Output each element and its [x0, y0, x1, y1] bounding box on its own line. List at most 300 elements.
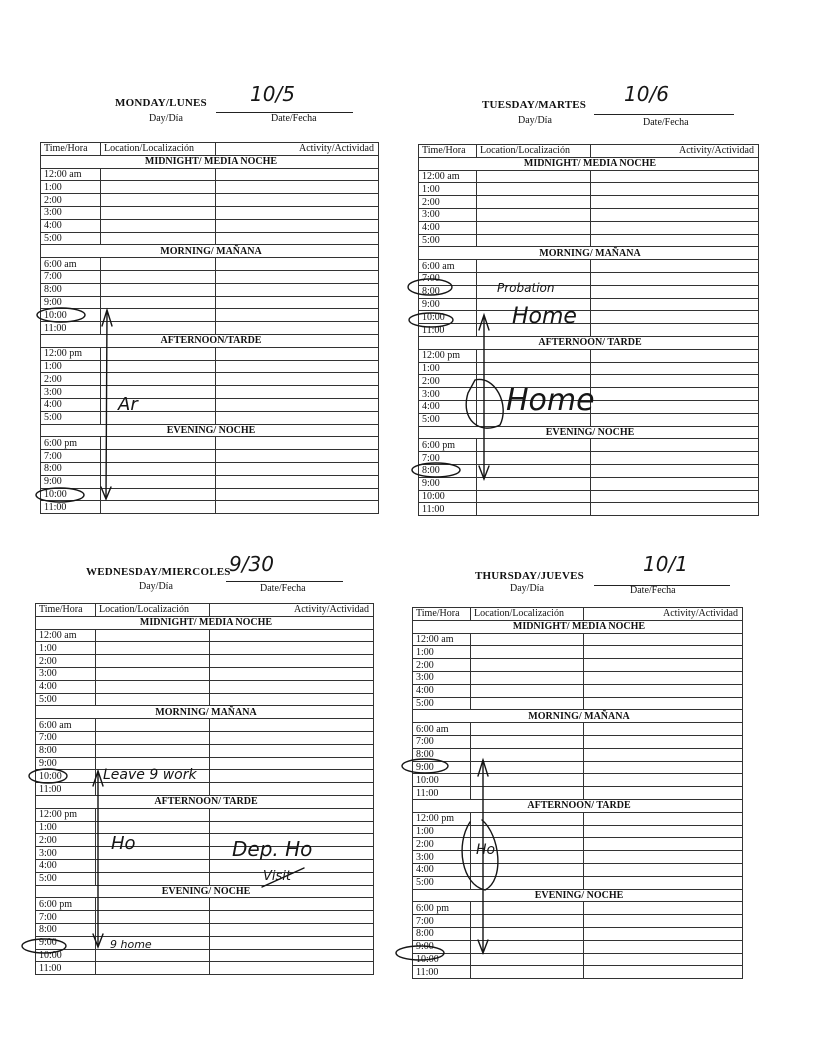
location-cell[interactable]: [96, 911, 210, 924]
location-cell[interactable]: [471, 671, 584, 684]
activity-cell[interactable]: [216, 270, 379, 283]
activity-cell[interactable]: [584, 966, 743, 979]
location-cell[interactable]: [471, 748, 584, 761]
location-cell[interactable]: [477, 439, 591, 452]
location-cell[interactable]: [101, 168, 216, 181]
activity-cell[interactable]: [210, 808, 374, 821]
handwritten-note: Ho: [111, 833, 136, 854]
location-cell[interactable]: [477, 208, 591, 221]
section-title: MIDNIGHT/ MEDIA NOCHE: [413, 620, 743, 633]
time-cell: 1:00: [36, 642, 96, 655]
location-cell[interactable]: [471, 633, 584, 646]
location-cell[interactable]: [101, 270, 216, 283]
location-cell[interactable]: [471, 915, 584, 928]
location-cell[interactable]: [101, 181, 216, 194]
column-header-location: Location/Localización: [96, 604, 210, 617]
location-cell[interactable]: [477, 260, 591, 273]
section-title: EVENING/ NOCHE: [413, 889, 743, 902]
location-cell[interactable]: [96, 962, 210, 975]
activity-cell[interactable]: [210, 744, 374, 757]
table-row: [413, 966, 743, 979]
activity-cell[interactable]: [216, 411, 379, 424]
location-cell[interactable]: [477, 183, 591, 196]
table-row: [36, 680, 374, 693]
section-title: EVENING/ NOCHE: [41, 424, 379, 437]
location-cell[interactable]: [96, 655, 210, 668]
location-cell[interactable]: [96, 693, 210, 706]
time-cell: 3:00: [413, 671, 471, 684]
activity-cell[interactable]: [591, 375, 759, 388]
table-row: [413, 723, 743, 736]
location-cell[interactable]: [101, 475, 216, 488]
activity-cell[interactable]: [216, 194, 379, 207]
section-row: [36, 795, 374, 808]
activity-cell[interactable]: [584, 812, 743, 825]
activity-cell[interactable]: [210, 693, 374, 706]
date-sublabel: Date/Fecha: [271, 113, 317, 124]
activity-cell[interactable]: [210, 731, 374, 744]
time-cell: 5:00: [413, 697, 471, 710]
table-row: [41, 296, 379, 309]
time-cell: 4:00: [36, 680, 96, 693]
table-row: [413, 838, 743, 851]
activity-cell[interactable]: [216, 296, 379, 309]
section-title: AFTERNOON/TARDE: [41, 334, 379, 347]
activity-cell[interactable]: [216, 437, 379, 450]
activity-cell[interactable]: [591, 388, 759, 401]
location-cell[interactable]: [471, 735, 584, 748]
location-cell[interactable]: [96, 680, 210, 693]
activity-cell[interactable]: [591, 208, 759, 221]
location-cell[interactable]: [101, 296, 216, 309]
location-cell[interactable]: [101, 219, 216, 232]
time-cell: 12:00 am: [41, 168, 101, 181]
time-cell: 3:00: [41, 206, 101, 219]
activity-cell[interactable]: [584, 723, 743, 736]
section-row: [41, 245, 379, 258]
activity-cell[interactable]: [210, 949, 374, 962]
table-row: [419, 503, 759, 516]
column-header-time: Time/Hora: [413, 608, 471, 621]
table-row: [419, 362, 759, 375]
section-title: AFTERNOON/ TARDE: [419, 336, 759, 349]
table-row: [36, 847, 374, 860]
location-cell[interactable]: [471, 863, 584, 876]
activity-cell[interactable]: [216, 450, 379, 463]
time-cell: 6:00 pm: [36, 898, 96, 911]
location-cell[interactable]: [471, 953, 584, 966]
table-row: [36, 949, 374, 962]
activity-cell[interactable]: [591, 311, 759, 324]
activity-cell[interactable]: [591, 221, 759, 234]
time-cell: 10:00: [413, 953, 471, 966]
activity-cell[interactable]: [210, 783, 374, 796]
activity-cell[interactable]: [584, 735, 743, 748]
table-row: [419, 324, 759, 337]
activity-cell[interactable]: [584, 851, 743, 864]
location-cell[interactable]: [471, 876, 584, 889]
time-cell: 2:00: [413, 659, 471, 672]
location-cell[interactable]: [471, 902, 584, 915]
location-cell[interactable]: [101, 322, 216, 335]
location-cell[interactable]: [101, 347, 216, 360]
date-sublabel: Date/Fecha: [630, 585, 676, 596]
column-header-row: [41, 143, 379, 156]
location-cell[interactable]: [96, 872, 210, 885]
table-row: [419, 490, 759, 503]
time-cell: 4:00: [41, 398, 101, 411]
location-cell[interactable]: [96, 719, 210, 732]
time-cell: 8:00: [413, 748, 471, 761]
time-cell: 8:00: [413, 927, 471, 940]
activity-cell[interactable]: [591, 477, 759, 490]
section-row: [41, 155, 379, 168]
section-row: [413, 710, 743, 723]
activity-cell[interactable]: [584, 697, 743, 710]
activity-cell[interactable]: [591, 285, 759, 298]
location-cell[interactable]: [101, 206, 216, 219]
location-cell[interactable]: [477, 490, 591, 503]
activity-cell[interactable]: [210, 898, 374, 911]
location-cell[interactable]: [101, 232, 216, 245]
activity-cell[interactable]: [216, 462, 379, 475]
time-cell: 11:00: [413, 966, 471, 979]
section-row: [36, 616, 374, 629]
location-cell[interactable]: [471, 697, 584, 710]
table-row: [36, 719, 374, 732]
time-cell: 8:00: [41, 462, 101, 475]
time-cell: 9:00: [41, 475, 101, 488]
location-cell[interactable]: [471, 812, 584, 825]
location-cell[interactable]: [471, 966, 584, 979]
activity-cell[interactable]: [216, 258, 379, 271]
location-cell[interactable]: [96, 808, 210, 821]
handwritten-note: Probation: [497, 281, 555, 295]
time-cell: 6:00 am: [413, 723, 471, 736]
time-cell: 1:00: [419, 183, 477, 196]
time-cell: 3:00: [41, 386, 101, 399]
time-cell: 1:00: [41, 181, 101, 194]
activity-cell[interactable]: [591, 298, 759, 311]
activity-cell[interactable]: [210, 911, 374, 924]
time-cell: 2:00: [41, 373, 101, 386]
table-row: [413, 953, 743, 966]
section-row: [36, 885, 374, 898]
location-cell[interactable]: [101, 258, 216, 271]
location-cell[interactable]: [477, 170, 591, 183]
activity-cell[interactable]: [591, 196, 759, 209]
day-sublabel: Day/Día: [139, 581, 173, 592]
time-cell: 2:00: [36, 834, 96, 847]
location-cell[interactable]: [101, 450, 216, 463]
section-row: [36, 706, 374, 719]
activity-cell[interactable]: [210, 655, 374, 668]
activity-cell[interactable]: [591, 452, 759, 465]
table-row: [36, 821, 374, 834]
activity-cell[interactable]: [584, 953, 743, 966]
time-cell: 12:00 pm: [419, 349, 477, 362]
activity-cell[interactable]: [210, 629, 374, 642]
location-cell[interactable]: [477, 503, 591, 516]
activity-cell[interactable]: [591, 183, 759, 196]
location-cell[interactable]: [471, 774, 584, 787]
activity-cell[interactable]: [591, 324, 759, 337]
table-row: [41, 411, 379, 424]
table-row: [41, 488, 379, 501]
time-cell: 12:00 am: [419, 170, 477, 183]
activity-cell[interactable]: [584, 671, 743, 684]
activity-cell[interactable]: [210, 936, 374, 949]
time-cell: 6:00 pm: [41, 437, 101, 450]
activity-cell[interactable]: [591, 170, 759, 183]
activity-cell[interactable]: [210, 872, 374, 885]
table-row: [419, 477, 759, 490]
location-cell[interactable]: [96, 898, 210, 911]
activity-cell[interactable]: [216, 322, 379, 335]
activity-cell[interactable]: [210, 770, 374, 783]
time-cell: 4:00: [413, 863, 471, 876]
location-cell[interactable]: [471, 940, 584, 953]
activity-cell[interactable]: [591, 439, 759, 452]
location-cell[interactable]: [101, 462, 216, 475]
activity-cell[interactable]: [584, 825, 743, 838]
activity-cell[interactable]: [591, 260, 759, 273]
activity-cell[interactable]: [216, 283, 379, 296]
location-cell[interactable]: [101, 501, 216, 514]
time-cell: 7:00: [41, 450, 101, 463]
activity-cell[interactable]: [584, 659, 743, 672]
table-row: [41, 475, 379, 488]
location-cell[interactable]: [101, 283, 216, 296]
location-cell[interactable]: [101, 488, 216, 501]
table-row: [413, 851, 743, 864]
table-row: [36, 834, 374, 847]
column-header-time: Time/Hora: [41, 143, 101, 156]
activity-cell[interactable]: [584, 787, 743, 800]
location-cell[interactable]: [471, 646, 584, 659]
activity-cell[interactable]: [591, 400, 759, 413]
time-cell: 5:00: [36, 872, 96, 885]
location-cell[interactable]: [477, 221, 591, 234]
activity-cell[interactable]: [210, 962, 374, 975]
location-cell[interactable]: [471, 825, 584, 838]
activity-cell[interactable]: [591, 349, 759, 362]
location-cell[interactable]: [96, 783, 210, 796]
location-cell[interactable]: [477, 234, 591, 247]
time-cell: 5:00: [36, 693, 96, 706]
table-row: [419, 349, 759, 362]
activity-cell[interactable]: [584, 684, 743, 697]
location-cell[interactable]: [477, 464, 591, 477]
table-row: [413, 876, 743, 889]
time-cell: 11:00: [41, 501, 101, 514]
location-cell[interactable]: [96, 731, 210, 744]
location-cell[interactable]: [471, 927, 584, 940]
location-cell[interactable]: [101, 194, 216, 207]
column-header-location: Location/Localización: [471, 608, 584, 621]
activity-cell[interactable]: [584, 646, 743, 659]
table-row: [419, 260, 759, 273]
section-row: [41, 424, 379, 437]
time-cell: 12:00 pm: [413, 812, 471, 825]
time-cell: 1:00: [413, 646, 471, 659]
time-cell: 2:00: [413, 838, 471, 851]
activity-cell[interactable]: [216, 347, 379, 360]
section-row: [413, 889, 743, 902]
time-cell: 2:00: [419, 375, 477, 388]
location-cell[interactable]: [471, 787, 584, 800]
table-row: [419, 272, 759, 285]
activity-cell[interactable]: [216, 309, 379, 322]
activity-cell[interactable]: [584, 774, 743, 787]
table-row: [36, 936, 374, 949]
time-cell: 1:00: [36, 821, 96, 834]
section-row: [413, 620, 743, 633]
activity-cell[interactable]: [210, 667, 374, 680]
date-value: 9/30: [229, 552, 274, 576]
time-cell: 9:00: [41, 296, 101, 309]
table-row: [419, 170, 759, 183]
date-sublabel: Date/Fecha: [643, 117, 689, 128]
activity-cell[interactable]: [591, 362, 759, 375]
activity-cell[interactable]: [584, 633, 743, 646]
activity-cell[interactable]: [216, 181, 379, 194]
location-cell[interactable]: [96, 667, 210, 680]
activity-cell[interactable]: [216, 501, 379, 514]
location-cell[interactable]: [477, 349, 591, 362]
column-header-time: Time/Hora: [36, 604, 96, 617]
section-title: MIDNIGHT/ MEDIA NOCHE: [36, 616, 374, 629]
time-cell: 10:00: [41, 488, 101, 501]
activity-cell[interactable]: [210, 680, 374, 693]
location-cell[interactable]: [96, 923, 210, 936]
table-row: [413, 761, 743, 774]
table-row: [413, 748, 743, 761]
activity-cell[interactable]: [584, 927, 743, 940]
time-cell: 3:00: [419, 388, 477, 401]
location-cell[interactable]: [101, 373, 216, 386]
activity-cell[interactable]: [584, 876, 743, 889]
table-row: [413, 825, 743, 838]
time-cell: 11:00: [41, 322, 101, 335]
time-cell: 8:00: [419, 464, 477, 477]
activity-cell[interactable]: [216, 360, 379, 373]
activity-cell[interactable]: [591, 234, 759, 247]
location-cell[interactable]: [96, 821, 210, 834]
location-cell[interactable]: [96, 859, 210, 872]
location-cell[interactable]: [477, 452, 591, 465]
time-cell: 5:00: [41, 232, 101, 245]
activity-cell[interactable]: [210, 821, 374, 834]
activity-cell[interactable]: [210, 642, 374, 655]
activity-cell[interactable]: [210, 757, 374, 770]
activity-cell[interactable]: [216, 219, 379, 232]
table-row: [41, 270, 379, 283]
table-row: [41, 168, 379, 181]
activity-cell[interactable]: [216, 398, 379, 411]
time-cell: 9:00: [36, 936, 96, 949]
handwritten-note: Home: [512, 304, 577, 329]
section-title: AFTERNOON/ TARDE: [413, 799, 743, 812]
activity-cell[interactable]: [591, 464, 759, 477]
location-cell[interactable]: [471, 723, 584, 736]
time-cell: 8:00: [41, 283, 101, 296]
location-cell[interactable]: [96, 642, 210, 655]
location-cell[interactable]: [477, 196, 591, 209]
activity-cell[interactable]: [584, 863, 743, 876]
location-cell[interactable]: [477, 362, 591, 375]
time-cell: 7:00: [41, 270, 101, 283]
time-cell: 6:00 pm: [419, 439, 477, 452]
table-row: [41, 322, 379, 335]
activity-cell[interactable]: [216, 475, 379, 488]
table-row: [413, 774, 743, 787]
section-title: MORNING/ MAÑANA: [419, 247, 759, 260]
table-row: [419, 208, 759, 221]
activity-cell[interactable]: [216, 373, 379, 386]
time-cell: 7:00: [413, 735, 471, 748]
activity-cell[interactable]: [216, 168, 379, 181]
activity-cell[interactable]: [210, 719, 374, 732]
table-row: [41, 360, 379, 373]
time-cell: 12:00 am: [36, 629, 96, 642]
table-row: [36, 872, 374, 885]
activity-cell[interactable]: [210, 923, 374, 936]
table-row: [36, 898, 374, 911]
day-title: MONDAY/LUNES: [115, 97, 207, 109]
section-title: AFTERNOON/ TARDE: [36, 795, 374, 808]
table-row: [413, 902, 743, 915]
location-cell[interactable]: [471, 659, 584, 672]
section-row: [419, 247, 759, 260]
activity-cell[interactable]: [591, 413, 759, 426]
activity-cell[interactable]: [591, 490, 759, 503]
location-cell[interactable]: [477, 477, 591, 490]
table-row: [419, 298, 759, 311]
handwritten-note: Ar: [118, 394, 138, 415]
activity-cell[interactable]: [591, 272, 759, 285]
activity-cell[interactable]: [584, 838, 743, 851]
location-cell[interactable]: [471, 684, 584, 697]
time-cell: 9:00: [413, 761, 471, 774]
activity-cell[interactable]: [216, 488, 379, 501]
activity-cell[interactable]: [584, 748, 743, 761]
activity-cell[interactable]: [584, 902, 743, 915]
section-title: MORNING/ MAÑANA: [413, 710, 743, 723]
time-cell: 10:00: [41, 309, 101, 322]
activity-cell[interactable]: [584, 761, 743, 774]
activity-cell[interactable]: [216, 206, 379, 219]
time-cell: 4:00: [419, 400, 477, 413]
handwritten-note: Dep. Ho: [232, 837, 313, 861]
location-cell[interactable]: [96, 629, 210, 642]
activity-cell[interactable]: [584, 940, 743, 953]
activity-cell[interactable]: [216, 386, 379, 399]
location-cell[interactable]: [101, 309, 216, 322]
table-row: [413, 697, 743, 710]
location-cell[interactable]: [101, 437, 216, 450]
activity-cell[interactable]: [584, 915, 743, 928]
table-row: [41, 232, 379, 245]
time-cell: 8:00: [36, 744, 96, 757]
location-cell[interactable]: [96, 744, 210, 757]
activity-cell[interactable]: [216, 232, 379, 245]
table-row: [36, 731, 374, 744]
location-cell[interactable]: [101, 360, 216, 373]
activity-cell[interactable]: [591, 503, 759, 516]
activity-cell[interactable]: [210, 859, 374, 872]
location-cell[interactable]: [471, 761, 584, 774]
